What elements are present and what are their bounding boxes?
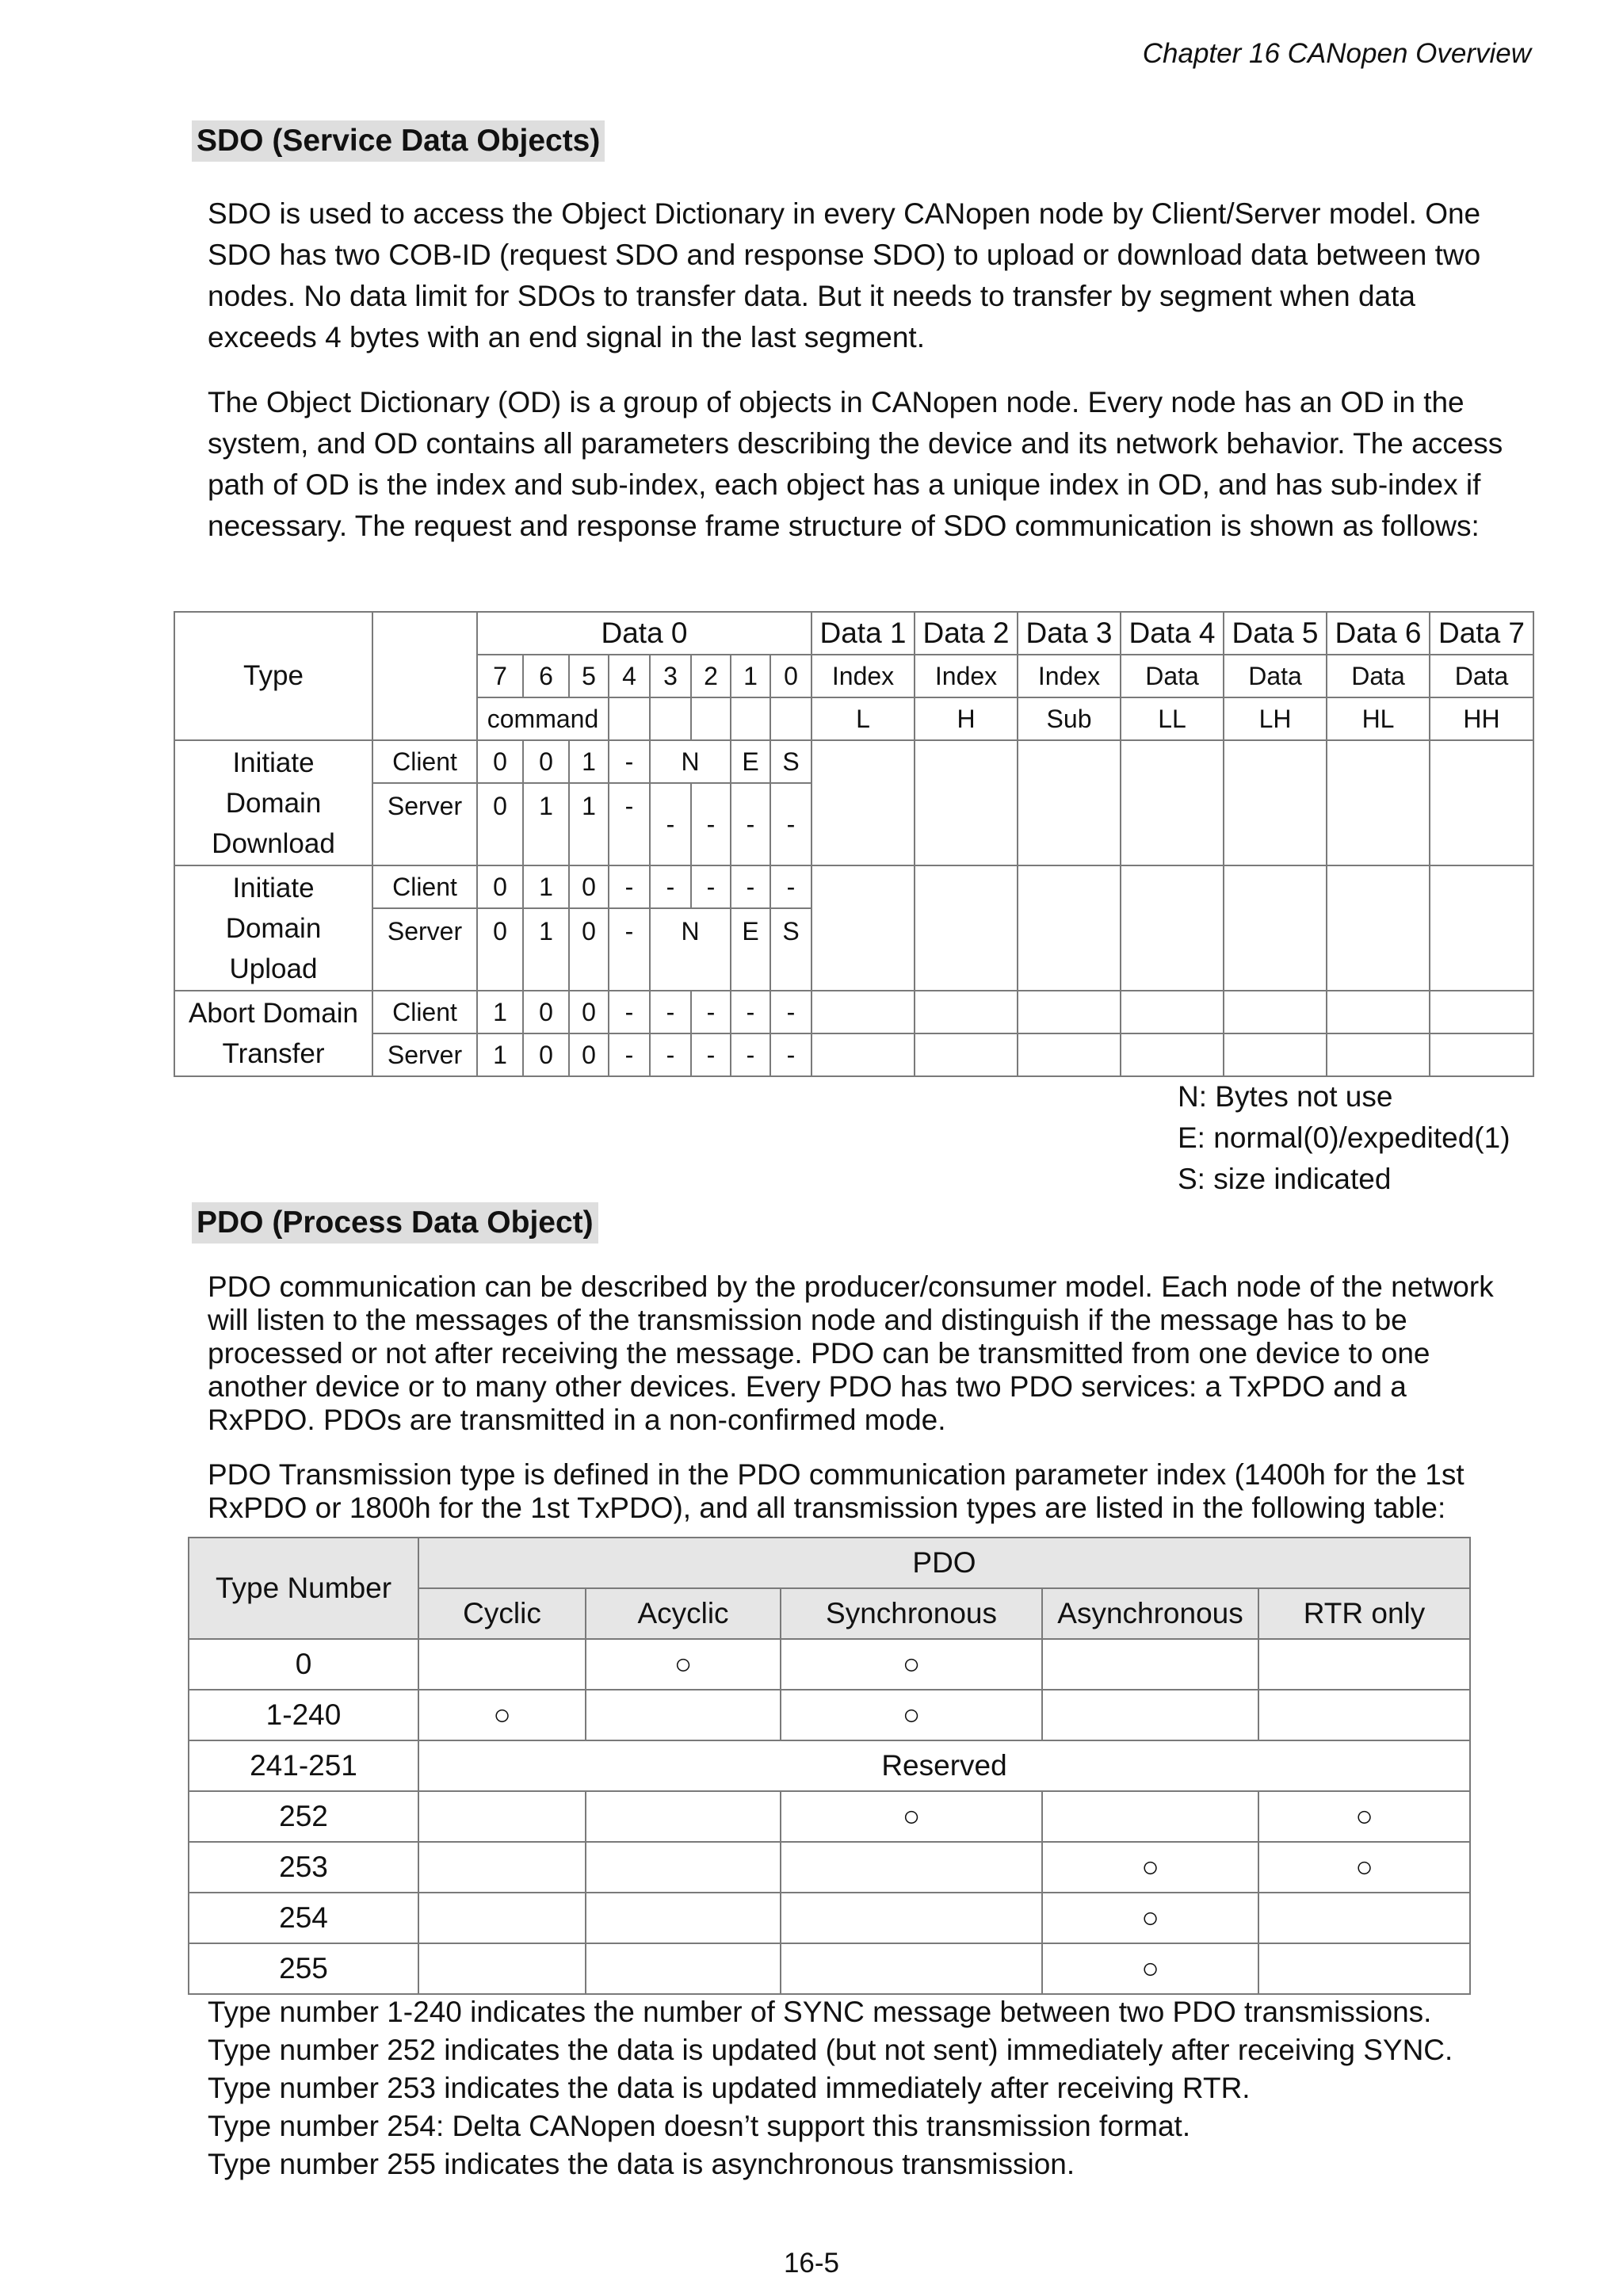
bit-value: -: [609, 740, 650, 783]
bit-value: S: [770, 740, 812, 783]
bit-value: 1: [477, 991, 523, 1033]
mark-cell: [1258, 1943, 1470, 1994]
role-cell: Client: [372, 865, 477, 908]
bit-value: -: [609, 1033, 650, 1076]
pdo-paragraph-2: [208, 1458, 1571, 1525]
empty-cell: [915, 991, 1018, 1033]
bit-value: 0: [569, 908, 609, 991]
bit-value: -: [731, 783, 770, 865]
type-number-cell: 0: [189, 1639, 418, 1690]
bit-value: -: [731, 865, 770, 908]
text-line: exceeds 4 bytes with an end signal in the last segment.: [208, 321, 925, 353]
empty-cell: [1430, 865, 1533, 991]
text-line: Transfer: [222, 1038, 325, 1069]
note-line: Type number 253 indicates the data is updated immediately after receiving RTR.: [208, 2072, 1251, 2104]
group-name-download: [174, 740, 372, 865]
sdo-paragraph-1: [208, 193, 1555, 358]
bit-value: 0: [477, 908, 523, 991]
text-line: Download: [212, 827, 335, 859]
bit-value: -: [731, 991, 770, 1033]
column-header: Cyclic: [418, 1588, 586, 1639]
type-header: Type: [174, 612, 372, 740]
bit-value: 0: [569, 1033, 609, 1076]
bit-value: -: [650, 1033, 691, 1076]
sdo-paragraph-2: [208, 382, 1571, 547]
empty-cell: [1224, 740, 1327, 865]
role-header: [372, 612, 477, 740]
type-number-cell: 252: [189, 1791, 418, 1842]
mark-cell: ○: [1258, 1842, 1470, 1893]
sdo-legend: [1178, 1076, 1558, 1200]
bit-value: -: [770, 783, 812, 865]
empty-cell: [915, 865, 1018, 991]
data-type-cell: Data: [1121, 655, 1224, 697]
mark-cell: ○: [1042, 1842, 1258, 1893]
text-line: processed or not after receiving the message. PDO can be transmitted from one device to one: [208, 1337, 1430, 1370]
mark-cell: [781, 1842, 1042, 1893]
bit-value: -: [609, 783, 650, 865]
bit-cell: 5: [569, 655, 609, 697]
empty-cell: [1121, 991, 1224, 1033]
note-line: Type number 254: Delta CANopen doesn’t support this transmission format.: [208, 2110, 1191, 2142]
chapter-header: Chapter 16 CANopen Overview: [1142, 38, 1531, 69]
empty-cell: [1121, 740, 1224, 865]
bit-value: 0: [477, 783, 523, 865]
mark-cell: ○: [1042, 1943, 1258, 1994]
bit-value: -: [609, 865, 650, 908]
text-line: Abort Domain: [189, 998, 358, 1029]
bit-value: 1: [523, 783, 569, 865]
text-line: system, and OD contains all parameters describing the device and its network behavior. The access: [208, 427, 1503, 460]
empty-cell: [812, 865, 915, 991]
type-number-cell: 241-251: [189, 1740, 418, 1791]
text-line: Domain: [225, 912, 322, 944]
text-line: PDO Transmission type is defined in the PDO communication parameter index (1400h for the 1st: [208, 1458, 1465, 1491]
empty-cell: [915, 1033, 1018, 1076]
text-line: Initiate: [232, 872, 315, 904]
empty-cell: [1018, 740, 1121, 865]
mark-cell: [586, 1842, 781, 1893]
empty-cell: [1018, 991, 1121, 1033]
type-number-cell: 1-240: [189, 1690, 418, 1740]
bit-value: E: [731, 740, 770, 783]
text-line: another device or to many other devices. Every PDO has two PDO services: a TxPDO and a: [208, 1370, 1407, 1403]
bit-value: 0: [523, 740, 569, 783]
note-line: Type number 252 indicates the data is updated (but not sent) immediately after receiving SYNC.: [208, 2034, 1453, 2066]
bit-value: -: [691, 783, 731, 865]
bit-cell: 2: [691, 655, 731, 697]
empty-cell: [1121, 1033, 1224, 1076]
mark-cell: [781, 1893, 1042, 1943]
bit-cell: 4: [609, 655, 650, 697]
mark-cell: ○: [781, 1639, 1042, 1690]
mark-cell: [418, 1791, 586, 1842]
bit-value: 1: [523, 865, 569, 908]
column-header: Asynchronous: [1042, 1588, 1258, 1639]
text-line: The Object Dictionary (OD) is a group of objects in CANopen node. Every node has an OD in the: [208, 386, 1465, 418]
table-row: [189, 1842, 1470, 1893]
data4-header: Data 4: [1121, 612, 1224, 655]
byte-order-cell: L: [812, 697, 915, 740]
mark-cell: [586, 1791, 781, 1842]
bit-value: 0: [569, 991, 609, 1033]
empty-cell: [609, 697, 650, 740]
empty-cell: [691, 697, 731, 740]
mark-cell: [418, 1893, 586, 1943]
empty-cell: [770, 697, 812, 740]
empty-cell: [1018, 1033, 1121, 1076]
empty-cell: [1430, 740, 1533, 865]
bit-value: -: [609, 991, 650, 1033]
data1-header: Data 1: [812, 612, 915, 655]
mark-cell: ○: [586, 1639, 781, 1690]
empty-cell: [1224, 991, 1327, 1033]
bit-value: N: [650, 740, 731, 783]
data5-header: Data 5: [1224, 612, 1327, 655]
empty-cell: [1121, 865, 1224, 991]
mark-cell: [1258, 1690, 1470, 1740]
mark-cell: ○: [781, 1791, 1042, 1842]
bit-value: S: [770, 908, 812, 991]
empty-cell: [812, 1033, 915, 1076]
legend-item: N: Bytes not use: [1178, 1080, 1393, 1113]
bit-value: -: [691, 865, 731, 908]
text-line: PDO communication can be described by the producer/consumer model. Each node of the network: [208, 1270, 1494, 1303]
table-row: [189, 1639, 1470, 1690]
pdo-type-table: [188, 1537, 1471, 1995]
data-type-cell: Index: [915, 655, 1018, 697]
column-header: Acyclic: [586, 1588, 781, 1639]
empty-cell: [1018, 865, 1121, 991]
mark-cell: [418, 1639, 586, 1690]
table-row: [189, 1740, 1470, 1791]
role-cell: Server: [372, 908, 477, 991]
bit-value: -: [731, 1033, 770, 1076]
data2-header: Data 2: [915, 612, 1018, 655]
empty-cell: [812, 740, 915, 865]
data-type-cell: Data: [1430, 655, 1533, 697]
byte-order-cell: HL: [1327, 697, 1430, 740]
empty-cell: [1224, 1033, 1327, 1076]
mark-cell: [1258, 1893, 1470, 1943]
bit-value: E: [731, 908, 770, 991]
bit-value: 1: [569, 783, 609, 865]
empty-cell: [1430, 1033, 1533, 1076]
empty-cell: [1327, 991, 1430, 1033]
byte-order-cell: H: [915, 697, 1018, 740]
legend-item: S: size indicated: [1178, 1163, 1392, 1195]
bit-value: 0: [477, 865, 523, 908]
bit-value: -: [650, 865, 691, 908]
bit-value: 0: [569, 865, 609, 908]
bit-value: 1: [569, 740, 609, 783]
empty-cell: [1327, 865, 1430, 991]
byte-order-cell: LH: [1224, 697, 1327, 740]
table-row: [189, 1943, 1470, 1994]
bit-value: -: [691, 991, 731, 1033]
bit-value: 0: [523, 1033, 569, 1076]
note-line: Type number 1-240 indicates the number of SYNC message between two PDO transmissions.: [208, 1996, 1432, 2028]
text-line: SDO has two COB-ID (request SDO and response SDO) to upload or download data between two: [208, 239, 1481, 271]
bit-value: -: [650, 991, 691, 1033]
page-number: 16-5: [783, 2248, 840, 2279]
pdo-header: PDO: [418, 1538, 1470, 1588]
mark-cell: [1258, 1639, 1470, 1690]
text-line: Domain: [225, 787, 322, 819]
table-row: [189, 1791, 1470, 1842]
bit-cell: 3: [650, 655, 691, 697]
text-line: path of OD is the index and sub-index, each object has a unique index in OD, and has sub-index if: [208, 468, 1481, 501]
bit-cell: 0: [770, 655, 812, 697]
bit-value: -: [770, 991, 812, 1033]
mark-cell: [586, 1893, 781, 1943]
role-cell: Server: [372, 783, 477, 865]
byte-order-cell: Sub: [1018, 697, 1121, 740]
data-type-cell: Data: [1327, 655, 1430, 697]
column-header: RTR only: [1258, 1588, 1470, 1639]
bit-value: 1: [477, 1033, 523, 1076]
mark-cell: [781, 1943, 1042, 1994]
mark-cell: [586, 1943, 781, 1994]
text-line: RxPDO. PDOs are transmitted in a non-confirmed mode.: [208, 1404, 946, 1436]
data6-header: Data 6: [1327, 612, 1430, 655]
command-cell: command: [477, 697, 609, 740]
table-row: [189, 1690, 1470, 1740]
data-type-cell: Index: [1018, 655, 1121, 697]
type-number-cell: 255: [189, 1943, 418, 1994]
role-cell: Client: [372, 991, 477, 1033]
byte-order-cell: LL: [1121, 697, 1224, 740]
mark-cell: [1042, 1639, 1258, 1690]
bit-value: 1: [523, 908, 569, 991]
bit-value: -: [650, 783, 691, 865]
pdo-type-notes: [208, 1993, 1571, 2183]
data3-header: Data 3: [1018, 612, 1121, 655]
text-line: SDO is used to access the Object Dictionary in every CANopen node by Client/Server model. One: [208, 197, 1481, 230]
mark-cell: [586, 1690, 781, 1740]
role-cell: Client: [372, 740, 477, 783]
bit-cell: 7: [477, 655, 523, 697]
data7-header: Data 7: [1430, 612, 1533, 655]
bit-value: -: [691, 1033, 731, 1076]
bit-value: -: [770, 1033, 812, 1076]
bit-cell: 6: [523, 655, 569, 697]
type-number-header: Type Number: [189, 1538, 418, 1639]
table-row: [189, 1893, 1470, 1943]
role-cell: Server: [372, 1033, 477, 1076]
empty-cell: [650, 697, 691, 740]
byte-order-cell: HH: [1430, 697, 1533, 740]
bit-value: 0: [523, 991, 569, 1033]
empty-cell: [1327, 740, 1430, 865]
sdo-frame-table: [174, 611, 1534, 1077]
sdo-heading: SDO (Service Data Objects): [192, 120, 605, 162]
mark-cell: [418, 1943, 586, 1994]
empty-cell: [1327, 1033, 1430, 1076]
pdo-heading: PDO (Process Data Object): [192, 1202, 598, 1244]
legend-item: E: normal(0)/expedited(1): [1178, 1121, 1510, 1154]
empty-cell: [1430, 991, 1533, 1033]
bit-value: 0: [477, 740, 523, 783]
data0-header: Data 0: [477, 612, 812, 655]
type-number-cell: 254: [189, 1893, 418, 1943]
bit-value: -: [609, 908, 650, 991]
column-header: Synchronous: [781, 1588, 1042, 1639]
mark-cell: [1042, 1791, 1258, 1842]
mark-cell: ○: [418, 1690, 586, 1740]
pdo-paragraph-1: [208, 1270, 1571, 1437]
text-line: Upload: [229, 953, 318, 984]
note-line: Type number 255 indicates the data is asynchronous transmission.: [208, 2148, 1075, 2180]
data-type-cell: Data: [1224, 655, 1327, 697]
empty-cell: [1224, 865, 1327, 991]
group-name-abort: [174, 991, 372, 1076]
mark-cell: [418, 1842, 586, 1893]
text-line: will listen to the messages of the transmission node and distinguish if the message has to be: [208, 1304, 1407, 1336]
text-line: nodes. No data limit for SDOs to transfer data. But it needs to transfer by segment when data: [208, 280, 1415, 312]
reserved-cell: Reserved: [418, 1740, 1470, 1791]
empty-cell: [731, 697, 770, 740]
mark-cell: ○: [1042, 1893, 1258, 1943]
bit-cell: 1: [731, 655, 770, 697]
text-line: necessary. The request and response frame structure of SDO communication is shown as follows:: [208, 510, 1480, 542]
mark-cell: ○: [1258, 1791, 1470, 1842]
empty-cell: [915, 740, 1018, 865]
type-number-cell: 253: [189, 1842, 418, 1893]
mark-cell: [1042, 1690, 1258, 1740]
data-type-cell: Index: [812, 655, 915, 697]
text-line: Initiate: [232, 747, 315, 778]
bit-value: -: [770, 865, 812, 908]
mark-cell: ○: [781, 1690, 1042, 1740]
text-line: RxPDO or 1800h for the 1st TxPDO), and all transmission types are listed in the following table:: [208, 1492, 1446, 1524]
empty-cell: [812, 991, 915, 1033]
group-name-upload: [174, 865, 372, 991]
bit-value: N: [650, 908, 731, 991]
